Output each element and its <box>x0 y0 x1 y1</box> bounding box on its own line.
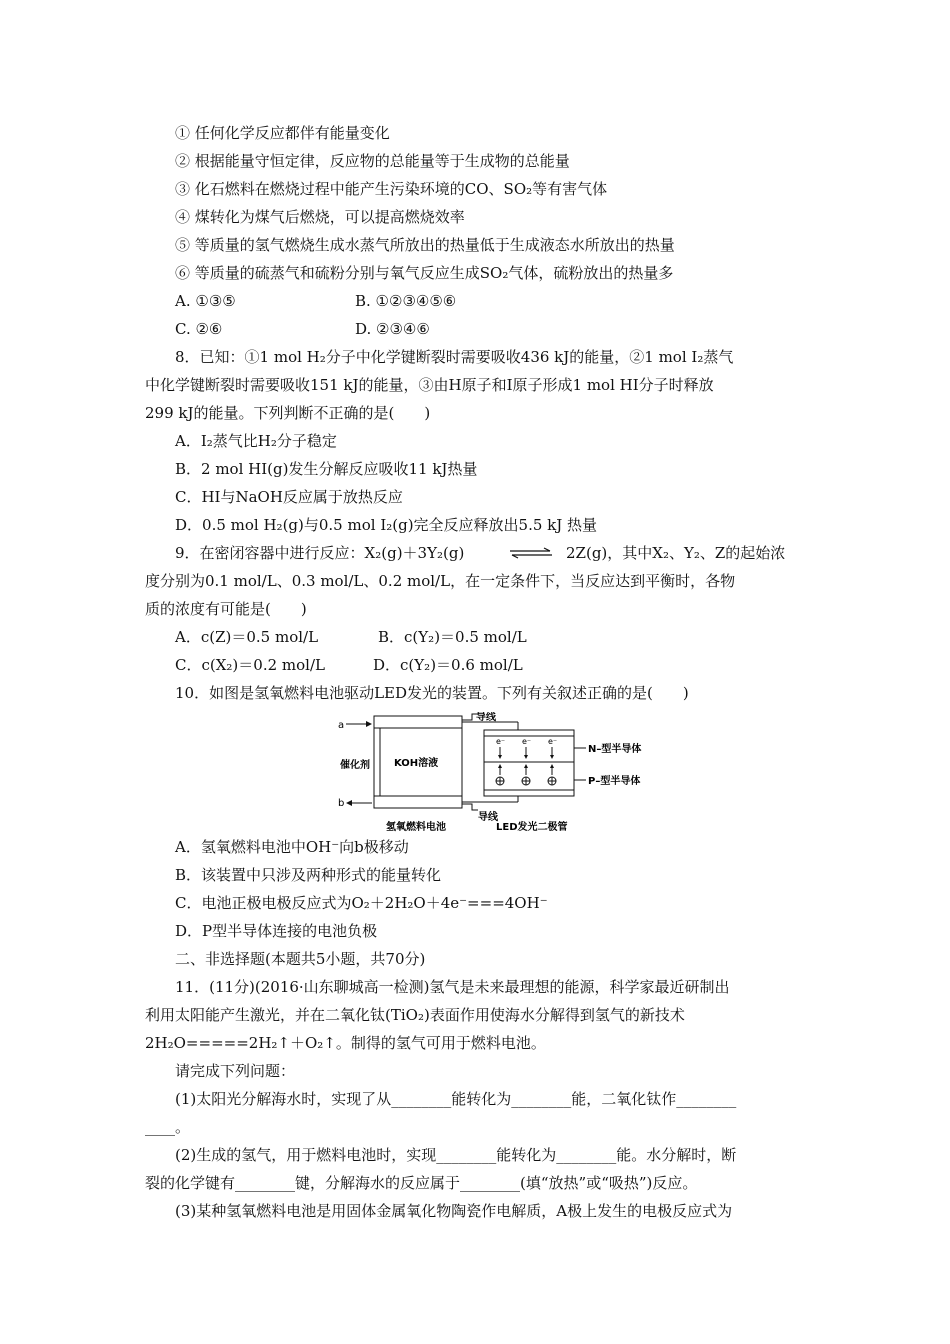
electron-2: e⁻ <box>522 737 532 746</box>
electron-1: e⁻ <box>496 737 506 746</box>
q10-option-c: C．电池正极电极反应式为O₂＋2H₂O＋4e⁻===4OH⁻ <box>175 894 548 912</box>
q9-option-c: C．c(X₂)＝0.2 mol/L <box>175 656 325 674</box>
wire-bottom-label: 导线 <box>478 812 498 823</box>
label-a: a <box>338 720 345 731</box>
q8-option-b: B．2 mol HI(g)发生分解反应吸收11 kJ热量 <box>175 460 478 478</box>
q7-option-a: A. ①③⑤ <box>175 292 236 310</box>
q9-stem-line1a: 9．在密闭容器中进行反应：X₂(g)＋3Y₂(g) <box>175 544 465 562</box>
q9-option-a: A．c(Z)＝0.5 mol/L <box>175 628 319 646</box>
q10-stem: 10．如图是氢氧燃料电池驱动LED发光的装置。下列有关叙述正确的是( ) <box>175 684 689 702</box>
q11-part2-line2: 裂的化学键有________键，分解海水的反应属于________(填“放热”或“吸热”)反应。 <box>145 1174 698 1192</box>
q11-part1-line1: (1)太阳光分解海水时，实现了从________能转化为________能，二氧化钛作________ <box>175 1090 737 1108</box>
q8-stem-line3: 299 kJ的能量。下列判断不正确的是( ) <box>145 404 431 422</box>
n-type-label: N–型半导体 <box>588 744 642 755</box>
q10-option-b: B．该装置中只涉及两种形式的能量转化 <box>175 866 442 884</box>
q7-option-b: B. ①②③④⑤⑥ <box>355 292 457 310</box>
equilibrium-arrow-icon <box>508 547 554 559</box>
q10-option-a: A．氢氧燃料电池中OH⁻向b极移动 <box>175 838 409 856</box>
q9-stem-line1b: 2Z(g)，其中X₂、Y₂、Z的起始浓 <box>566 544 786 562</box>
q11-part3-line1: (3)某种氢氧燃料电池是用固体金属氧化物陶瓷作电解质，A极上发生的电极反应式为 <box>175 1202 733 1220</box>
electron-3: e⁻ <box>548 737 558 746</box>
statement-3: ③ 化石燃料在燃烧过程中能产生污染环境的CO、SO₂等有害气体 <box>175 180 608 198</box>
statement-5: ⑤ 等质量的氢气燃烧生成水蒸气所放出的热量低于生成液态水所放出的热量 <box>175 236 675 254</box>
statement-4: ④ 煤转化为煤气后燃烧，可以提高燃烧效率 <box>175 208 465 226</box>
caption-fuel-cell: 氢氧燃料电池 <box>386 822 446 833</box>
q8-option-c: C．HI与NaOH反应属于放热反应 <box>175 488 403 506</box>
q8-stem-line1: 8．已知：①1 mol H₂分子中化学键断裂时需要吸收436 kJ的能量，②1 mol I₂蒸气 <box>175 348 734 366</box>
wire-top-label: 导线 <box>476 712 496 723</box>
q10-option-d: D．P型半导体连接的电池负极 <box>175 922 378 940</box>
q9-option-b: B．c(Y₂)＝0.5 mol/L <box>378 628 527 646</box>
q11-stem-line3: 2H₂O=====2H₂↑＋O₂↑。制得的氢气可用于燃料电池。 <box>145 1034 546 1052</box>
q11-prompt: 请完成下列问题： <box>175 1062 296 1080</box>
fuel-cell-led-diagram <box>330 712 660 834</box>
statement-2: ② 根据能量守恒定律，反应物的总能量等于生成物的总能量 <box>175 152 570 170</box>
catalyst-label: 催化剂 <box>340 760 370 771</box>
q8-option-d: D．0.5 mol H₂(g)与0.5 mol I₂(g)完全反应释放出5.5 kJ 热量 <box>175 516 598 534</box>
hole-symbols <box>496 777 556 785</box>
koh-label: KOH溶液 <box>394 758 439 769</box>
caption-led: LED发光二极管 <box>496 822 568 833</box>
q11-part1-line2: ____。 <box>145 1118 191 1136</box>
q9-stem-line2: 度分别为0.1 mol/L、0.3 mol/L、0.2 mol/L，在一定条件下，当反应达到平衡时，各物 <box>145 572 736 590</box>
q11-part2-line1: (2)生成的氢气，用于燃料电池时，实现________能转化为________能。水分解时，断 <box>175 1146 737 1164</box>
q11-stem-line1: 11．(11分)(2016·山东聊城高一检测)氢气是未来最理想的能源，科学家最近研制出 <box>175 978 730 996</box>
statement-1: ① 任何化学反应都伴有能量变化 <box>175 124 390 142</box>
q9-option-d: D．c(Y₂)＝0.6 mol/L <box>373 656 523 674</box>
q9-stem-line3: 质的浓度有可能是( ) <box>145 600 307 618</box>
q11-stem-line2: 利用太阳能产生激光，并在二氧化钛(TiO₂)表面作用使海水分解得到氢气的新技术 <box>145 1006 685 1024</box>
q7-option-d: D. ②③④⑥ <box>355 320 430 338</box>
p-type-label: P–型半导体 <box>588 776 641 787</box>
q8-stem-line2: 中化学键断裂时需要吸收151 kJ的能量，③由H原子和I原子形成1 mol HI分子时释放 <box>145 376 714 394</box>
label-b: b <box>338 798 345 809</box>
statement-6: ⑥ 等质量的硫蒸气和硫粉分别与氧气反应生成SO₂气体，硫粉放出的热量多 <box>175 264 674 282</box>
section-two-heading: 二、非选择题(本题共5小题，共70分) <box>175 950 426 968</box>
q7-option-c: C. ②⑥ <box>175 320 223 338</box>
q8-option-a: A．I₂蒸气比H₂分子稳定 <box>175 432 337 450</box>
